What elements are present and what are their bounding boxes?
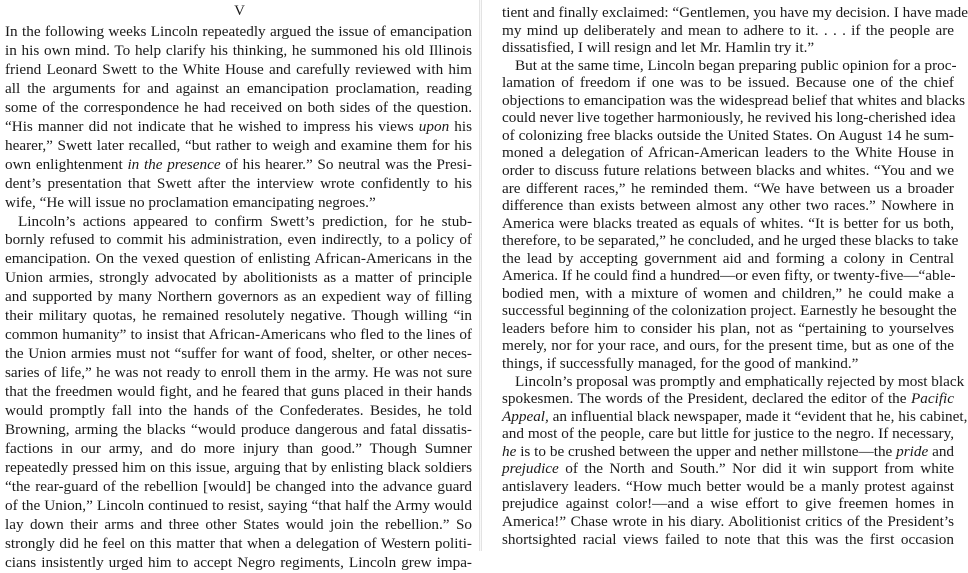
italic-text: Appeal,	[502, 407, 549, 425]
text-line: bornly refused to commit his administration, even indirectly, to a policy of	[5, 231, 472, 249]
text-line: the lead by accepting government aid and forming a colony in Central	[502, 249, 954, 267]
text-line: all the arguments for and against an emancipation proclamation, reading	[5, 79, 472, 97]
text-line: and most of the people, care but little for justice to the negro. If necessary,	[502, 425, 954, 443]
text-line: In the following weeks Lincoln repeatedly argued the issue of emancipation	[5, 23, 472, 40]
text-line: common humanity” to insist that African-Americans who fled to the lines of	[5, 326, 472, 344]
text-line: could never live together harmoniously, he revived his long-cherished idea	[502, 109, 956, 127]
text-line	[5, 118, 472, 137]
text-line: tient and finally exclaimed: “Gentlemen, you have my decision. I have made	[502, 4, 968, 21]
section-heading: V	[234, 3, 246, 19]
text-line: strongly did he feel on this matter that when a delegation of Western politi-	[5, 534, 472, 552]
text-line: prejudice against color!—and a wise effort to give freemen homes in	[502, 495, 954, 513]
text-line: dent’s presentation that Swett after the interview wrote confidently to his	[5, 174, 472, 192]
text-line: factions in our army, and do more injury than good.” Though Sumner	[5, 439, 472, 457]
text-segment: of the North and South.” Nor did it win support from white	[558, 460, 954, 478]
text-line: Union armies, strongly advocated by abolitionists as a matter of principle	[5, 269, 472, 287]
text-line	[5, 156, 472, 175]
italic-text: prejudice	[502, 460, 559, 478]
text-line: Browning, arming the blacks “would produce dangerous and fatal dissatis-	[5, 420, 472, 438]
text-line: cians insistently urged him to accept Negro regiments, Lincoln grew impa-	[5, 553, 472, 571]
text-line: things, if successfully managed, for the good of mankind.”	[502, 355, 859, 372]
text-line: would promptly fall into the hands of the Confederates. Besides, he told	[5, 402, 472, 419]
italic-text: upon	[418, 117, 450, 135]
text-line	[502, 407, 968, 427]
text-line: America were blacks treated as equals of whites. “It is better for us both,	[502, 214, 954, 232]
text-line: their military quotas, he remained resolutely negative. Though willing “in	[5, 307, 472, 325]
text-line: difference than exists between almost any other two races.” Nowhere in	[502, 197, 954, 215]
text-line: wife, “He will issue no proclamation emancipating negroes.”	[5, 193, 376, 211]
text-segment: an influential black newspaper, made it “evident that he, his cabinet,	[548, 407, 968, 425]
text-line: my mind up deliberately and mean to adhere to it. . . . if the people are	[502, 21, 954, 39]
text-line: dissatisfied, I will resign and let Mr. Hamlin try it.”	[502, 39, 815, 57]
text-segment: spokesmen. The words of the President, declared the editor of the	[502, 390, 911, 408]
text-line: and supported by many Northern governors as an expedient way of filling	[5, 288, 472, 306]
text-line: bodied men, with a mixture of women and children,” he could make a	[502, 284, 954, 302]
text-line: some of the correspondence he had received on both sides of the question.	[5, 98, 472, 116]
text-line: therefore, to be separated,” he concluded, and he urged these blacks to take	[502, 232, 959, 250]
text-line: of colonizing free blacks outside the United States. On August 14 he sum-	[502, 126, 954, 144]
italic-text: Pacific	[910, 390, 954, 408]
text-line: Lincoln’s actions appeared to confirm Swett’s prediction, for he stub-	[18, 212, 472, 230]
text-line: hearer,” Swett later recalled, “but rather to weigh and examine them for his	[5, 136, 472, 154]
text-segment: his	[449, 117, 472, 135]
text-line: Lincoln’s proposal was promptly and emphatically rejected by most black	[515, 372, 965, 390]
text-line	[502, 460, 954, 479]
text-line: America. If he could find a hundred—or even fifty, or twenty-five—“able-	[502, 267, 956, 285]
text-line: are different races,” he reminded them. “We have between us a broader	[502, 179, 954, 197]
text-line: successful beginning of the colonization project. Earnestly he besought the	[502, 302, 957, 320]
text-line	[502, 443, 954, 462]
italic-text: in the presence	[127, 155, 221, 173]
text-segment: of his hearer.” So neutral was the Presi-	[220, 155, 472, 173]
italic-text: pride	[896, 442, 929, 460]
text-line: But at the same time, Lincoln began preparing public opinion for a proc-	[515, 56, 957, 74]
text-line: lamation of freedom if one was to be issued. Because one of the chief	[502, 74, 954, 92]
text-line: the Union armies must not “suffer for want of food, shelter, or other neces-	[5, 345, 472, 363]
left-page	[0, 0, 480, 571]
text-segment: and	[928, 442, 955, 460]
text-line: saries of life,” he was not ready to enroll them in the army. He was not sure	[5, 364, 472, 382]
text-line: that the freedmen would fight, and he feared that guns placed in their hands	[5, 383, 472, 401]
text-line	[502, 390, 954, 409]
text-line: order to discuss future relations between blacks and whites. “You and we	[502, 161, 954, 179]
right-page	[482, 0, 968, 551]
text-line: of the Union,” Lincoln continued to resist, saying “that half the Army would	[5, 496, 472, 514]
text-segment: is to be crushed between the upper and nether millstone—the	[516, 442, 897, 460]
text-line: “the rear-guard of the rebellion [would] be changed into the advance guard	[5, 477, 472, 495]
text-line: moned a delegation of African-American leaders to the White House in	[502, 144, 954, 162]
text-line: antislavery leaders. “How much better would be a manly protest against	[502, 477, 954, 495]
text-line: emancipation. On the vexed question of enlisting African-Americans in the	[5, 250, 472, 268]
text-line: objections to emancipation was the widespread belief that whites and blacks	[502, 91, 966, 109]
text-line: America!” Chase wrote in his diary. Abolitionist critics of the President’s	[502, 512, 954, 530]
text-line: friend Leonard Swett to the White House and carefully reviewed with him	[5, 60, 472, 78]
text-line: lay down their arms and three other States would join the rebellion.” So	[5, 515, 472, 533]
text-line: leaders before him to consider his plan, not as “pertaining to yourselves	[502, 319, 954, 337]
text-segment: “His manner did not indicate that he wished to impress his views	[5, 117, 419, 135]
italic-text: he	[502, 442, 517, 460]
text-line: shortsighted racial views failed to note that this was the first occasion	[502, 530, 954, 548]
text-line: merely, nor for your race, and ours, for the present time, but as one of the	[502, 337, 954, 355]
text-line: in his own mind. To help clarify his thinking, he summoned his old Illinois	[5, 41, 472, 59]
text-line: repeatedly pressed him on this issue, arguing that by enlisting black soldiers	[5, 458, 472, 476]
text-segment: own enlightenment	[5, 155, 128, 173]
